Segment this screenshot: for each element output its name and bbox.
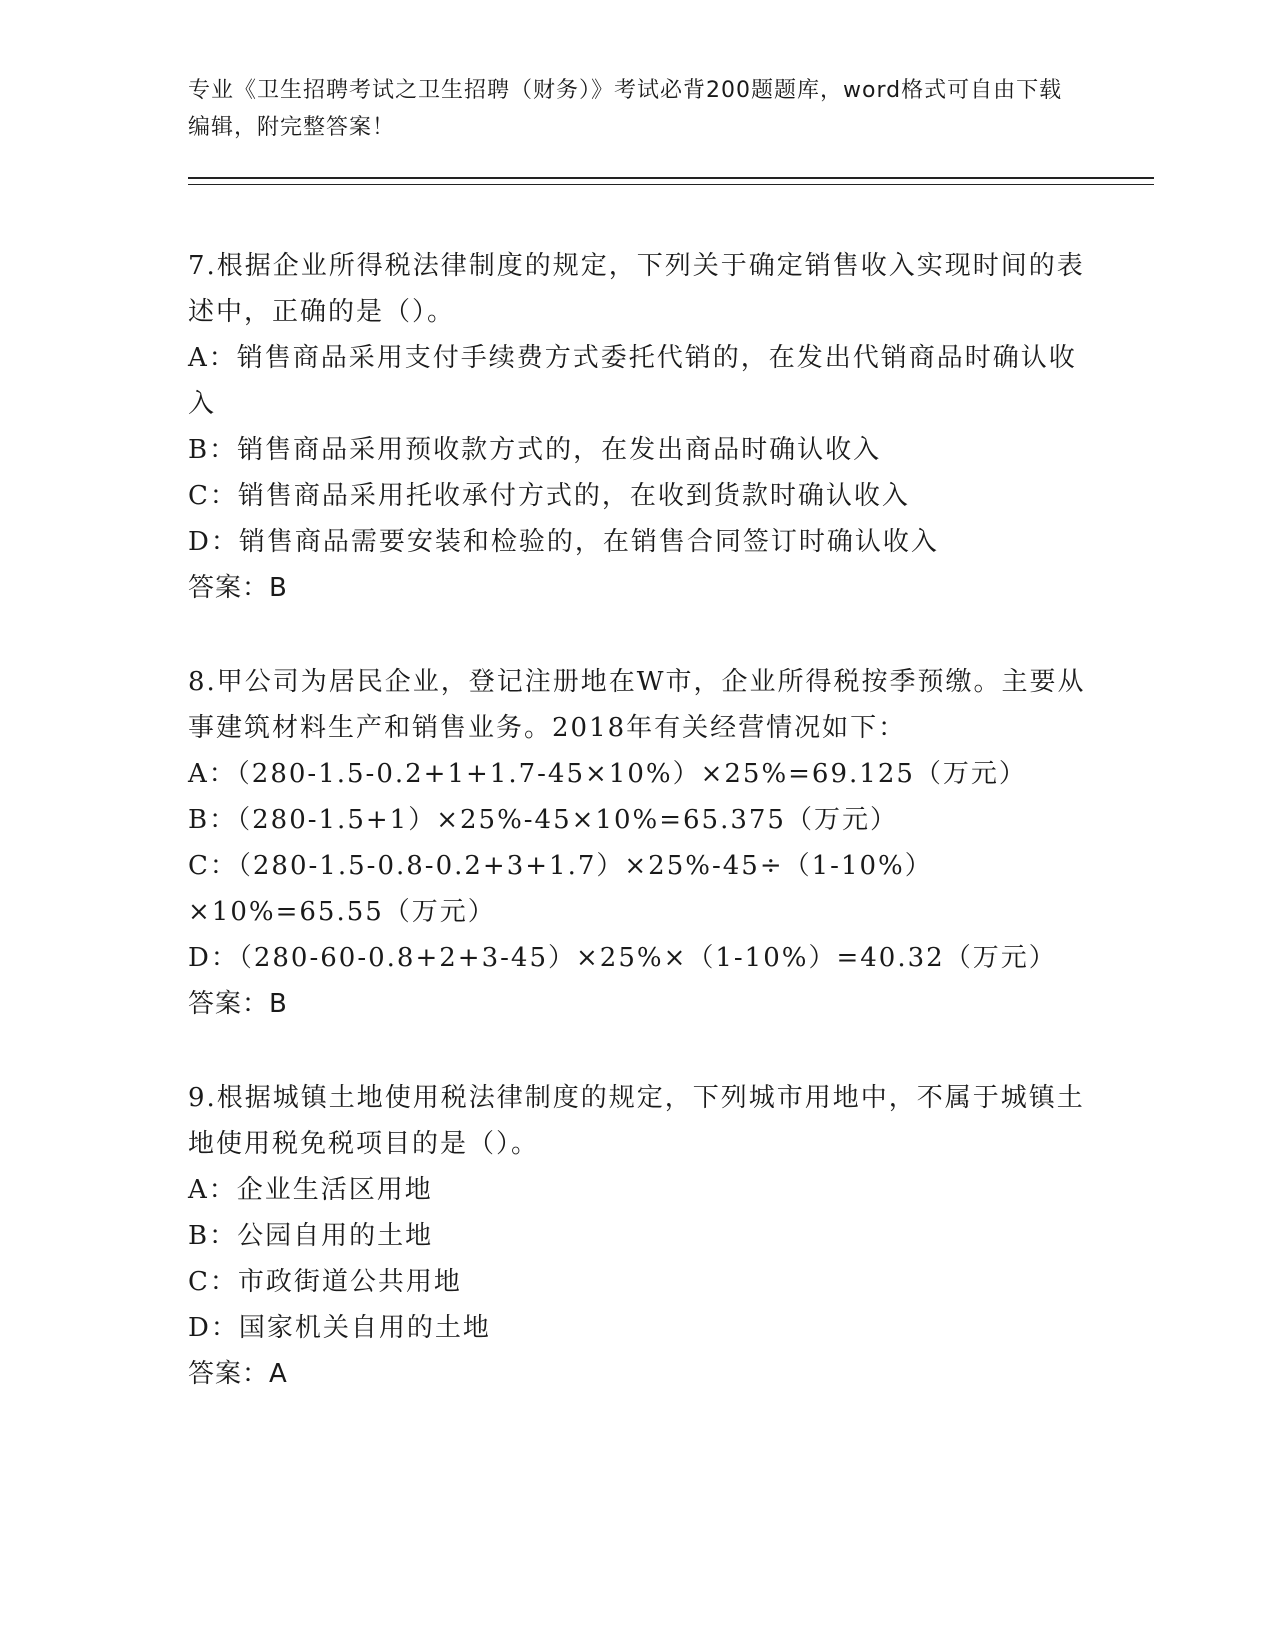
answer: 答案：A [188, 1359, 288, 1389]
option-b: B：公园自用的土地 [188, 1221, 434, 1251]
header-divider [188, 177, 1154, 185]
option-c: C：销售商品采用托收承付方式的，在收到货款时确认收入 [188, 481, 910, 511]
question-8 [188, 659, 1088, 1027]
document-header: 专业《卫生招聘考试之卫生招聘（财务）》考试必背200题题库，word格式可自由下载编辑，附完整答案！ [188, 78, 1063, 140]
option-c: C：（280-1.5-0.8-0.2+3+1.7）×25%-45÷（1-10%）×10%=65.55（万元） [188, 851, 933, 927]
option-d: D：销售商品需要安装和检验的，在销售合同签订时确认收入 [188, 527, 939, 557]
option-b: B：销售商品采用预收款方式的，在发出商品时确认收入 [188, 435, 882, 465]
document-page [188, 72, 1148, 1397]
option-a: A：销售商品采用支付手续费方式委托代销的，在发出代销商品时确认收入 [188, 343, 1077, 419]
option-a: A：企业生活区用地 [188, 1175, 433, 1205]
option-a: A：（280-1.5-0.2+1+1.7-45×10%）×25%=69.125（万元） [188, 759, 1027, 789]
option-d: D：国家机关自用的土地 [188, 1313, 491, 1343]
option-d: D：（280-60-0.8+2+3-45）×25%×（1-10%）=40.32（万元） [188, 943, 1057, 973]
question-stem: 7.根据企业所得税法律制度的规定，下列关于确定销售收入实现时间的表述中，正确的是（）。 [188, 251, 1085, 327]
question-stem: 9.根据城镇土地使用税法律制度的规定，下列城市用地中，不属于城镇土地使用税免税项目的是（）。 [188, 1083, 1085, 1159]
question-9 [188, 1075, 1088, 1397]
answer: 答案：B [188, 573, 288, 603]
answer: 答案：B [188, 989, 288, 1019]
question-stem: 8.甲公司为居民企业，登记注册地在W市，企业所得税按季预缴。主要从事建筑材料生产和销售业务。2018年有关经营情况如下： [188, 667, 1086, 743]
question-7 [188, 243, 1088, 611]
option-b: B：（280-1.5+1）×25%-45×10%=65.375（万元） [188, 805, 898, 835]
option-c: C：市政街道公共用地 [188, 1267, 462, 1297]
